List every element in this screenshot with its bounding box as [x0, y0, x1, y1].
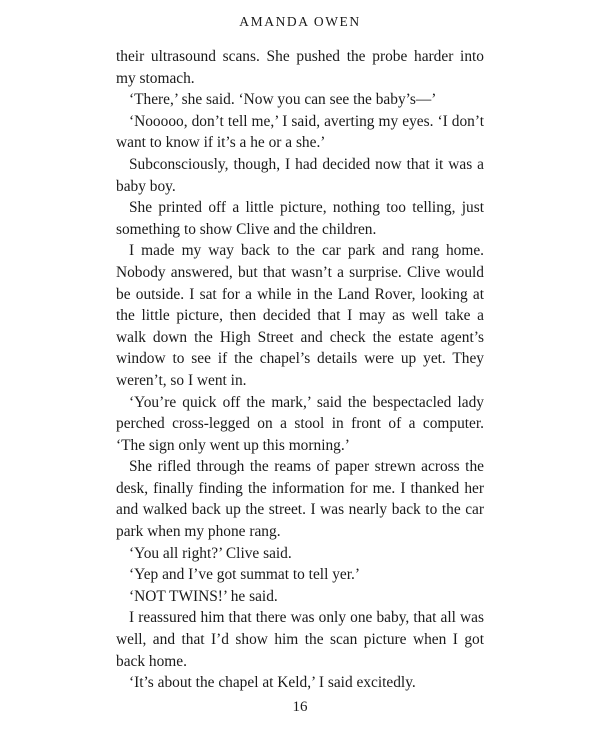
- paragraph: ‘You all right?’ Clive said.: [129, 544, 292, 562]
- running-head: AMANDA OWEN: [239, 14, 361, 29]
- paragraph: ‘NOT TWINS!’ he said.: [129, 587, 278, 605]
- body-text: [116, 46, 484, 694]
- paragraph: She printed off a little picture, nothing too telling, just something to show Clive and the children.: [116, 199, 484, 238]
- paragraph: I made my way back to the car park and rang home. Nobody answered, but that wasn’t a surprise. Clive would be outside. I sat for a while in the Land Rover, looking at the little picture, then decided that I may as well take a walk down the High Street and check the estate agent’s window to see if the chapel’s details were up yet. They weren’t, so I went in.: [116, 242, 484, 389]
- paragraph: ‘There,’ she said. ‘Now you can see the baby’s—’: [129, 91, 437, 109]
- paragraph: ‘Yep and I’ve got summat to tell yer.’: [129, 566, 360, 584]
- paragraph: Subconsciously, though, I had decided now that it was a baby boy.: [116, 155, 484, 195]
- paragraph: She rifled through the reams of paper strewn across the desk, finally finding the information for me. I thanked her and walked back up the street. I was nearly back to the car park when my phone rang.: [116, 458, 484, 541]
- page-number: 16: [292, 699, 308, 715]
- paragraph: their ultrasound scans. She pushed the probe harder into my stomach.: [116, 48, 484, 87]
- paragraph: ‘You’re quick off the mark,’ said the bespectacled lady perched cross-legged on a stool in front of a computer. ‘The sign only went up this morning.’: [116, 393, 484, 454]
- paragraph: ‘Nooooo, don’t tell me,’ I said, averting my eyes. ‘I don’t want to know if it’s a he or a she.’: [116, 112, 484, 152]
- paragraph: ‘It’s about the chapel at Keld,’ I said excitedly.: [129, 674, 416, 692]
- paragraph: I reassured him that there was only one baby, that all was well, and that I’d show him the scan picture when I got back home.: [116, 609, 484, 670]
